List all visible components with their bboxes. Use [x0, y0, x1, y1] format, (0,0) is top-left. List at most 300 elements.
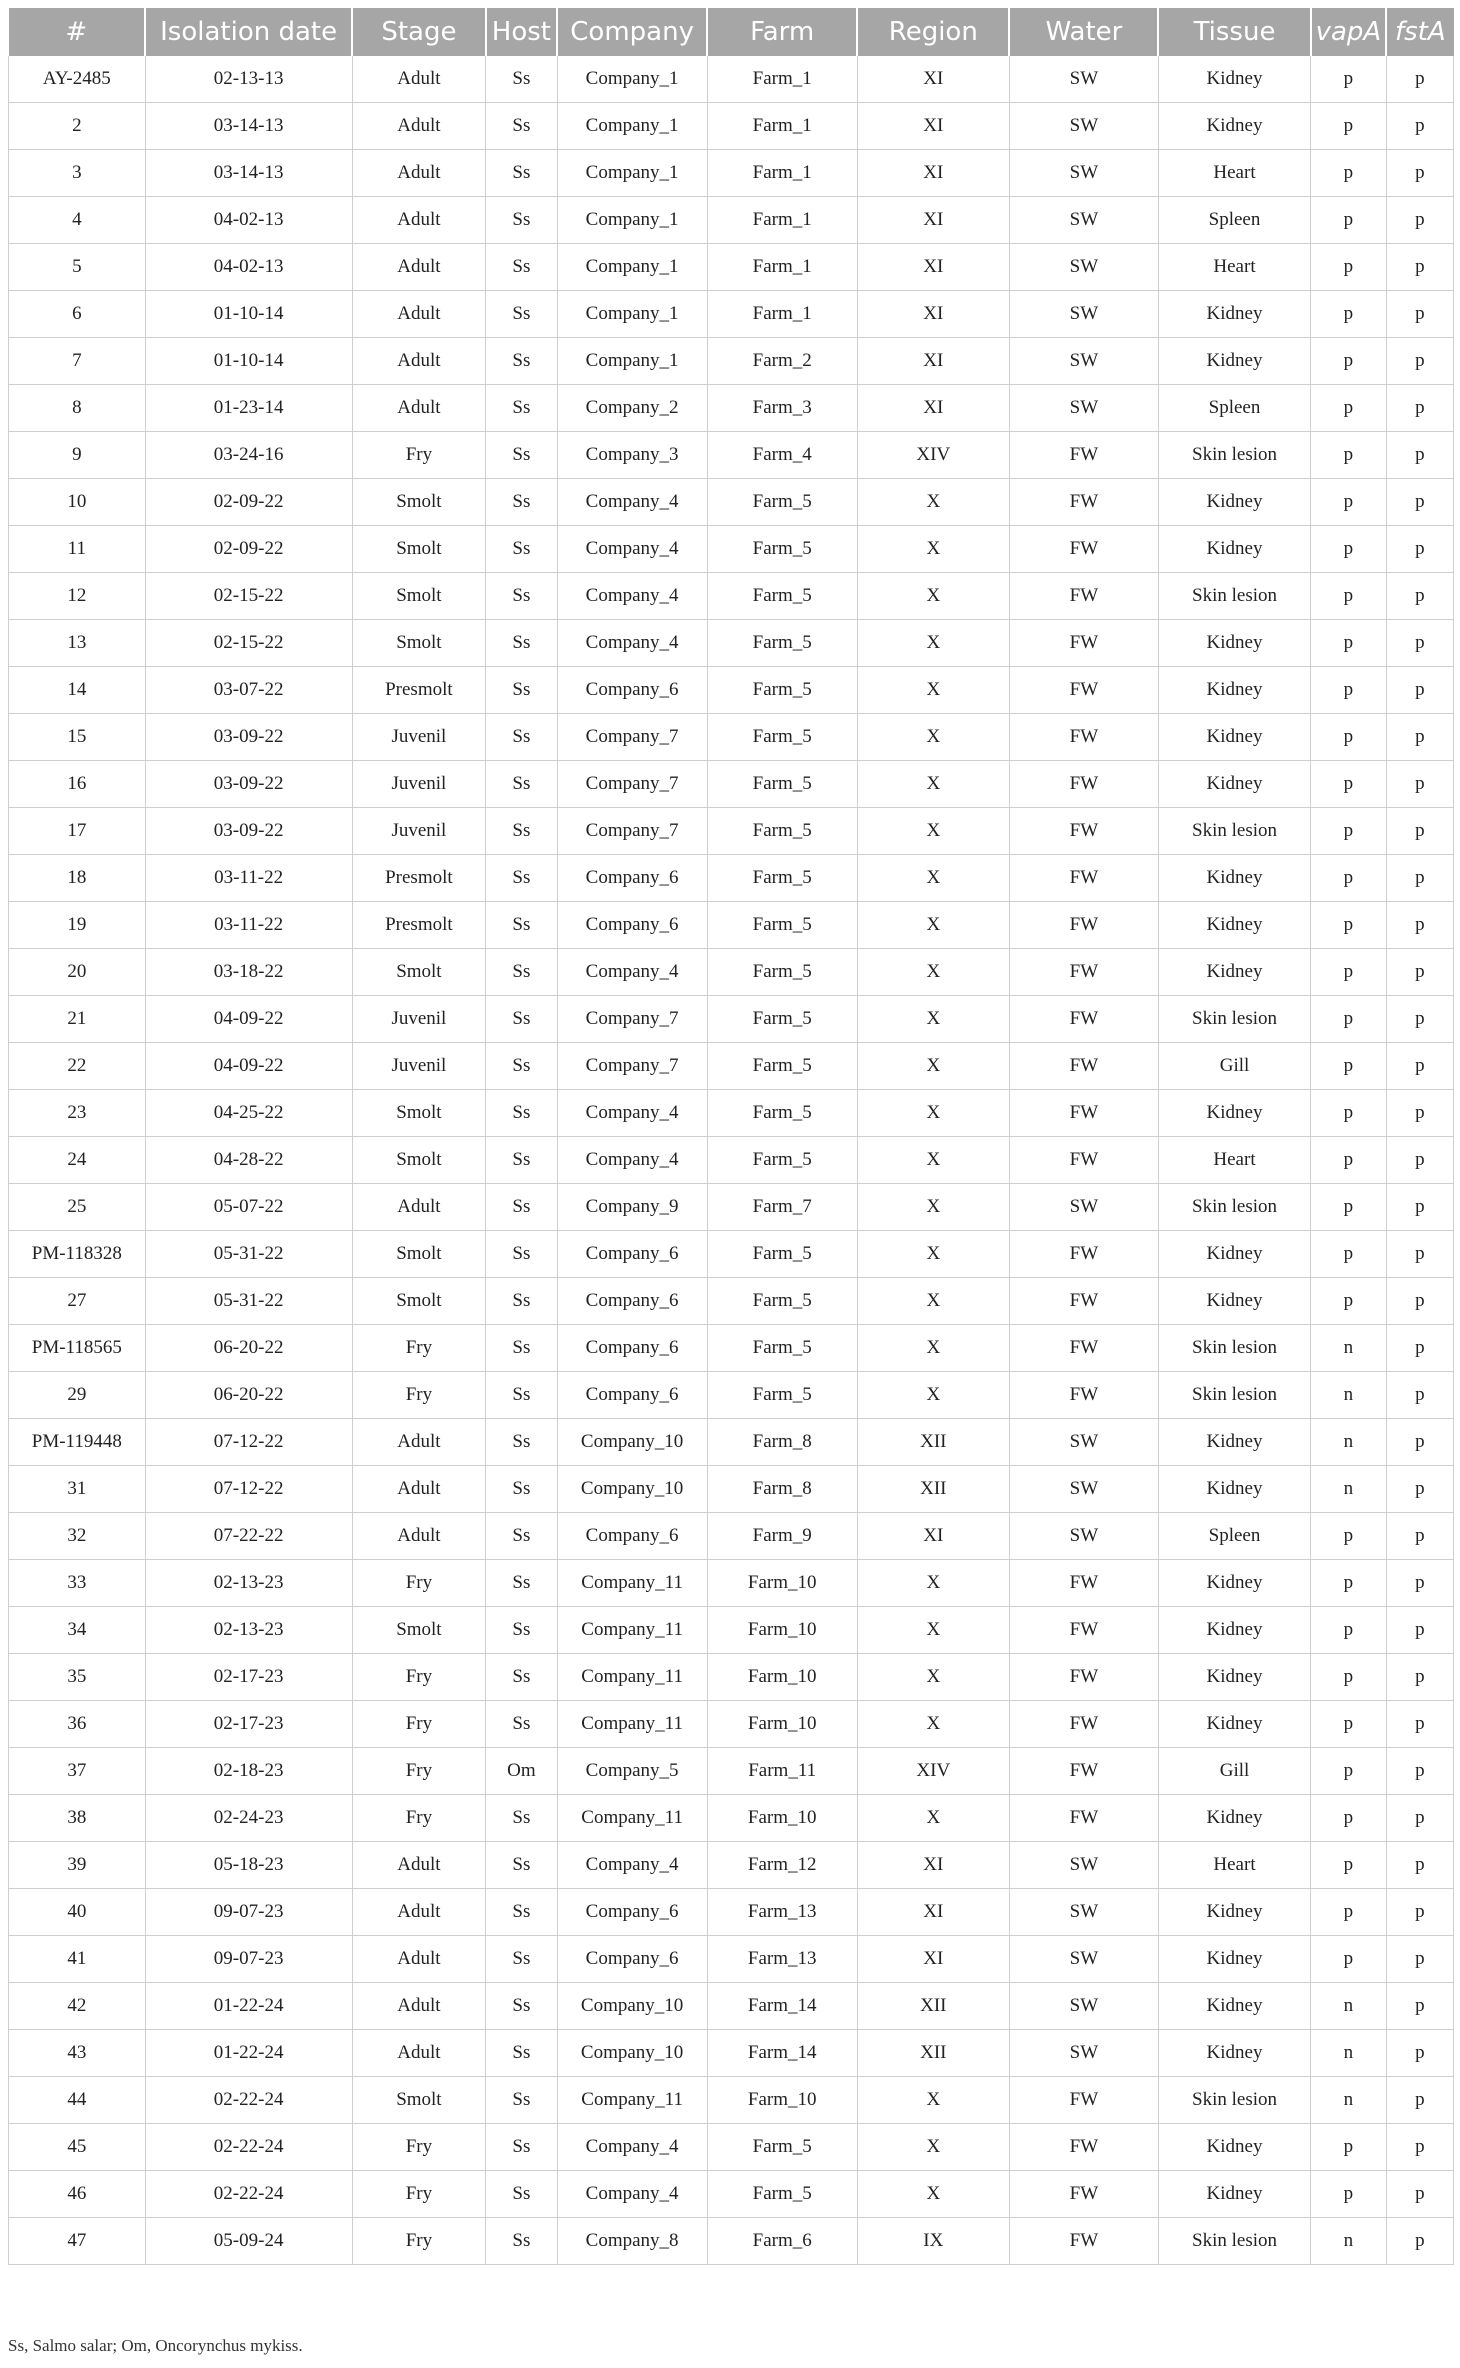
table-row — [9, 150, 1454, 197]
cell-vapa: p — [1311, 1184, 1387, 1231]
cell-company: Company_4 — [557, 479, 707, 526]
cell-region: X — [857, 667, 1009, 714]
cell-water: FW — [1009, 1372, 1158, 1419]
cell-region: X — [857, 949, 1009, 996]
cell-company: Company_4 — [557, 949, 707, 996]
cell-number: 34 — [9, 1607, 146, 1654]
cell-farm: Farm_5 — [707, 949, 857, 996]
cell-tissue: Kidney — [1158, 1983, 1310, 2030]
cell-farm: Farm_5 — [707, 2171, 857, 2218]
cell-region: X — [857, 620, 1009, 667]
cell-stage: Fry — [352, 1654, 486, 1701]
cell-region: IX — [857, 2218, 1009, 2265]
cell-vapa: p — [1311, 197, 1387, 244]
cell-isolation-date: 04-09-22 — [145, 1043, 352, 1090]
cell-number: AY-2485 — [9, 56, 146, 103]
cell-vapa: p — [1311, 1748, 1387, 1795]
cell-company: Company_6 — [557, 1278, 707, 1325]
cell-fsta: p — [1386, 2218, 1453, 2265]
cell-region: XI — [857, 338, 1009, 385]
header-host: Host — [486, 8, 557, 56]
table-row — [9, 1607, 1454, 1654]
cell-number: 20 — [9, 949, 146, 996]
table-row — [9, 244, 1454, 291]
cell-company: Company_11 — [557, 2077, 707, 2124]
cell-water: SW — [1009, 244, 1158, 291]
cell-tissue: Kidney — [1158, 1889, 1310, 1936]
cell-fsta: p — [1386, 996, 1453, 1043]
cell-company: Company_7 — [557, 714, 707, 761]
cell-fsta: p — [1386, 526, 1453, 573]
table-row — [9, 479, 1454, 526]
cell-tissue: Kidney — [1158, 338, 1310, 385]
cell-water: SW — [1009, 103, 1158, 150]
cell-isolation-date: 04-02-13 — [145, 197, 352, 244]
cell-company: Company_6 — [557, 1889, 707, 1936]
table-body — [9, 56, 1454, 2265]
table-row — [9, 808, 1454, 855]
cell-farm: Farm_1 — [707, 103, 857, 150]
cell-company: Company_4 — [557, 2124, 707, 2171]
cell-isolation-date: 09-07-23 — [145, 1936, 352, 1983]
cell-isolation-date: 02-15-22 — [145, 573, 352, 620]
cell-farm: Farm_10 — [707, 1701, 857, 1748]
table-row — [9, 714, 1454, 761]
cell-isolation-date: 05-07-22 — [145, 1184, 352, 1231]
cell-tissue: Skin lesion — [1158, 2218, 1310, 2265]
table-row — [9, 2077, 1454, 2124]
cell-number: 24 — [9, 1137, 146, 1184]
cell-stage: Fry — [352, 2218, 486, 2265]
cell-tissue: Kidney — [1158, 1090, 1310, 1137]
cell-vapa: n — [1311, 1372, 1387, 1419]
cell-fsta: p — [1386, 1889, 1453, 1936]
table-row — [9, 1983, 1454, 2030]
table-row — [9, 1184, 1454, 1231]
cell-water: FW — [1009, 855, 1158, 902]
cell-host: Ss — [486, 2077, 557, 2124]
cell-vapa: p — [1311, 56, 1387, 103]
cell-region: X — [857, 1278, 1009, 1325]
cell-stage: Adult — [352, 385, 486, 432]
cell-isolation-date: 03-18-22 — [145, 949, 352, 996]
cell-vapa: p — [1311, 855, 1387, 902]
cell-region: XIV — [857, 432, 1009, 479]
cell-region: X — [857, 2124, 1009, 2171]
cell-tissue: Kidney — [1158, 667, 1310, 714]
cell-host: Ss — [486, 2218, 557, 2265]
cell-host: Ss — [486, 1372, 557, 1419]
cell-number: 18 — [9, 855, 146, 902]
cell-fsta: p — [1386, 808, 1453, 855]
cell-vapa: n — [1311, 2218, 1387, 2265]
cell-number: 22 — [9, 1043, 146, 1090]
cell-tissue: Kidney — [1158, 1701, 1310, 1748]
header-vapa: vapA — [1311, 8, 1387, 56]
cell-fsta: p — [1386, 1137, 1453, 1184]
cell-host: Ss — [486, 761, 557, 808]
cell-tissue: Heart — [1158, 244, 1310, 291]
cell-number: 45 — [9, 2124, 146, 2171]
header-row — [9, 8, 1454, 56]
cell-host: Ss — [486, 1325, 557, 1372]
cell-vapa: p — [1311, 1513, 1387, 1560]
cell-region: XII — [857, 1419, 1009, 1466]
cell-isolation-date: 02-22-24 — [145, 2077, 352, 2124]
cell-water: FW — [1009, 1701, 1158, 1748]
cell-vapa: p — [1311, 667, 1387, 714]
cell-water: FW — [1009, 1278, 1158, 1325]
cell-farm: Farm_5 — [707, 1278, 857, 1325]
cell-vapa: n — [1311, 1466, 1387, 1513]
cell-vapa: p — [1311, 2171, 1387, 2218]
cell-isolation-date: 03-14-13 — [145, 103, 352, 150]
cell-fsta: p — [1386, 432, 1453, 479]
cell-vapa: p — [1311, 620, 1387, 667]
cell-farm: Farm_5 — [707, 1231, 857, 1278]
cell-stage: Adult — [352, 1184, 486, 1231]
cell-water: SW — [1009, 1513, 1158, 1560]
cell-number: 33 — [9, 1560, 146, 1607]
cell-tissue: Gill — [1158, 1748, 1310, 1795]
cell-host: Ss — [486, 1043, 557, 1090]
table-row — [9, 1419, 1454, 1466]
cell-farm: Farm_5 — [707, 855, 857, 902]
cell-farm: Farm_13 — [707, 1936, 857, 1983]
cell-stage: Adult — [352, 244, 486, 291]
cell-stage: Fry — [352, 1325, 486, 1372]
cell-vapa: p — [1311, 526, 1387, 573]
cell-number: 21 — [9, 996, 146, 1043]
table-row — [9, 1043, 1454, 1090]
cell-fsta: p — [1386, 1607, 1453, 1654]
cell-water: FW — [1009, 1654, 1158, 1701]
cell-company: Company_10 — [557, 1419, 707, 1466]
cell-region: X — [857, 1090, 1009, 1137]
cell-water: SW — [1009, 1466, 1158, 1513]
cell-water: SW — [1009, 1889, 1158, 1936]
cell-vapa: n — [1311, 1419, 1387, 1466]
cell-region: X — [857, 479, 1009, 526]
cell-tissue: Skin lesion — [1158, 808, 1310, 855]
cell-fsta: p — [1386, 1278, 1453, 1325]
cell-company: Company_6 — [557, 1513, 707, 1560]
cell-vapa: p — [1311, 150, 1387, 197]
cell-farm: Farm_11 — [707, 1748, 857, 1795]
cell-water: FW — [1009, 2171, 1158, 2218]
cell-host: Ss — [486, 103, 557, 150]
cell-stage: Juvenil — [352, 1043, 486, 1090]
cell-isolation-date: 03-11-22 — [145, 855, 352, 902]
cell-tissue: Spleen — [1158, 1513, 1310, 1560]
cell-company: Company_7 — [557, 761, 707, 808]
cell-region: XI — [857, 197, 1009, 244]
cell-stage: Presmolt — [352, 855, 486, 902]
cell-isolation-date: 05-31-22 — [145, 1231, 352, 1278]
cell-farm: Farm_1 — [707, 244, 857, 291]
cell-isolation-date: 02-18-23 — [145, 1748, 352, 1795]
cell-host: Ss — [486, 1184, 557, 1231]
cell-vapa: p — [1311, 432, 1387, 479]
cell-region: XI — [857, 103, 1009, 150]
cell-stage: Smolt — [352, 1278, 486, 1325]
cell-company: Company_6 — [557, 1372, 707, 1419]
cell-tissue: Kidney — [1158, 291, 1310, 338]
cell-water: FW — [1009, 1560, 1158, 1607]
cell-isolation-date: 07-12-22 — [145, 1466, 352, 1513]
cell-company: Company_6 — [557, 855, 707, 902]
cell-farm: Farm_10 — [707, 1607, 857, 1654]
table-row — [9, 620, 1454, 667]
cell-isolation-date: 04-25-22 — [145, 1090, 352, 1137]
table-row — [9, 1842, 1454, 1889]
table-row — [9, 432, 1454, 479]
cell-fsta: p — [1386, 1090, 1453, 1137]
cell-host: Ss — [486, 620, 557, 667]
cell-fsta: p — [1386, 479, 1453, 526]
cell-farm: Farm_5 — [707, 479, 857, 526]
cell-farm: Farm_14 — [707, 2030, 857, 2077]
cell-region: XI — [857, 244, 1009, 291]
cell-number: 15 — [9, 714, 146, 761]
cell-farm: Farm_14 — [707, 1983, 857, 2030]
cell-stage: Smolt — [352, 1231, 486, 1278]
cell-isolation-date: 01-22-24 — [145, 2030, 352, 2077]
cell-tissue: Kidney — [1158, 902, 1310, 949]
cell-water: SW — [1009, 338, 1158, 385]
cell-host: Ss — [486, 197, 557, 244]
cell-farm: Farm_5 — [707, 761, 857, 808]
table-row — [9, 902, 1454, 949]
cell-tissue: Kidney — [1158, 2030, 1310, 2077]
cell-number: 13 — [9, 620, 146, 667]
cell-number: 17 — [9, 808, 146, 855]
cell-isolation-date: 02-09-22 — [145, 526, 352, 573]
table-row — [9, 667, 1454, 714]
cell-stage: Adult — [352, 1513, 486, 1560]
cell-host: Ss — [486, 338, 557, 385]
cell-isolation-date: 05-18-23 — [145, 1842, 352, 1889]
cell-number: 8 — [9, 385, 146, 432]
cell-isolation-date: 06-20-22 — [145, 1325, 352, 1372]
cell-stage: Adult — [352, 1419, 486, 1466]
cell-host: Ss — [486, 1419, 557, 1466]
cell-company: Company_5 — [557, 1748, 707, 1795]
cell-fsta: p — [1386, 1748, 1453, 1795]
cell-stage: Juvenil — [352, 761, 486, 808]
cell-vapa: n — [1311, 1983, 1387, 2030]
cell-region: X — [857, 761, 1009, 808]
cell-region: XI — [857, 56, 1009, 103]
cell-company: Company_4 — [557, 573, 707, 620]
cell-region: X — [857, 1654, 1009, 1701]
cell-fsta: p — [1386, 1654, 1453, 1701]
cell-fsta: p — [1386, 56, 1453, 103]
cell-water: FW — [1009, 902, 1158, 949]
cell-isolation-date: 02-22-24 — [145, 2171, 352, 2218]
cell-vapa: p — [1311, 1231, 1387, 1278]
cell-fsta: p — [1386, 2171, 1453, 2218]
cell-host: Ss — [486, 479, 557, 526]
cell-host: Ss — [486, 902, 557, 949]
cell-number: 41 — [9, 1936, 146, 1983]
cell-vapa: n — [1311, 1325, 1387, 1372]
cell-host: Ss — [486, 150, 557, 197]
cell-isolation-date: 02-13-13 — [145, 56, 352, 103]
cell-fsta: p — [1386, 1560, 1453, 1607]
table-row — [9, 1936, 1454, 1983]
cell-fsta: p — [1386, 667, 1453, 714]
cell-host: Ss — [486, 1231, 557, 1278]
cell-fsta: p — [1386, 150, 1453, 197]
header-water: Water — [1009, 8, 1158, 56]
cell-isolation-date: 02-17-23 — [145, 1654, 352, 1701]
cell-number: 32 — [9, 1513, 146, 1560]
cell-region: X — [857, 1184, 1009, 1231]
cell-host: Ss — [486, 2030, 557, 2077]
cell-stage: Adult — [352, 150, 486, 197]
cell-water: SW — [1009, 197, 1158, 244]
cell-vapa: p — [1311, 996, 1387, 1043]
header-number: # — [9, 8, 146, 56]
cell-water: FW — [1009, 432, 1158, 479]
cell-host: Ss — [486, 1936, 557, 1983]
cell-vapa: p — [1311, 1043, 1387, 1090]
cell-isolation-date: 07-12-22 — [145, 1419, 352, 1466]
cell-water: SW — [1009, 1419, 1158, 1466]
cell-isolation-date: 02-24-23 — [145, 1795, 352, 1842]
header-company: Company — [557, 8, 707, 56]
cell-water: FW — [1009, 761, 1158, 808]
cell-tissue: Kidney — [1158, 103, 1310, 150]
cell-stage: Presmolt — [352, 667, 486, 714]
cell-vapa: p — [1311, 1701, 1387, 1748]
cell-isolation-date: 04-02-13 — [145, 244, 352, 291]
cell-stage: Presmolt — [352, 902, 486, 949]
cell-fsta: p — [1386, 1936, 1453, 1983]
table-row — [9, 1231, 1454, 1278]
cell-host: Ss — [486, 996, 557, 1043]
cell-company: Company_4 — [557, 1090, 707, 1137]
cell-company: Company_1 — [557, 291, 707, 338]
cell-vapa: p — [1311, 761, 1387, 808]
cell-isolation-date: 03-09-22 — [145, 714, 352, 761]
cell-vapa: n — [1311, 2077, 1387, 2124]
cell-number: 35 — [9, 1654, 146, 1701]
cell-farm: Farm_13 — [707, 1889, 857, 1936]
cell-host: Ss — [486, 1889, 557, 1936]
cell-region: XI — [857, 1842, 1009, 1889]
cell-company: Company_6 — [557, 902, 707, 949]
cell-company: Company_1 — [557, 197, 707, 244]
table-row — [9, 573, 1454, 620]
cell-water: SW — [1009, 1184, 1158, 1231]
cell-water: FW — [1009, 949, 1158, 996]
cell-water: FW — [1009, 1090, 1158, 1137]
cell-water: SW — [1009, 1983, 1158, 2030]
cell-number: 31 — [9, 1466, 146, 1513]
cell-number: 29 — [9, 1372, 146, 1419]
cell-water: FW — [1009, 2218, 1158, 2265]
table-row — [9, 1795, 1454, 1842]
cell-tissue: Kidney — [1158, 2171, 1310, 2218]
cell-vapa: p — [1311, 808, 1387, 855]
cell-vapa: n — [1311, 2030, 1387, 2077]
cell-vapa: p — [1311, 385, 1387, 432]
table-row — [9, 996, 1454, 1043]
cell-fsta: p — [1386, 197, 1453, 244]
cell-company: Company_4 — [557, 1842, 707, 1889]
cell-water: FW — [1009, 2077, 1158, 2124]
cell-isolation-date: 01-10-14 — [145, 291, 352, 338]
cell-fsta: p — [1386, 291, 1453, 338]
cell-tissue: Kidney — [1158, 1466, 1310, 1513]
cell-host: Ss — [486, 1513, 557, 1560]
cell-fsta: p — [1386, 2030, 1453, 2077]
cell-water: FW — [1009, 808, 1158, 855]
cell-number: 10 — [9, 479, 146, 526]
cell-host: Ss — [486, 1090, 557, 1137]
cell-water: FW — [1009, 996, 1158, 1043]
table-row — [9, 2218, 1454, 2265]
cell-host: Ss — [486, 244, 557, 291]
cell-number: 43 — [9, 2030, 146, 2077]
cell-number: 27 — [9, 1278, 146, 1325]
cell-farm: Farm_6 — [707, 2218, 857, 2265]
cell-stage: Fry — [352, 432, 486, 479]
cell-company: Company_6 — [557, 1231, 707, 1278]
cell-company: Company_11 — [557, 1560, 707, 1607]
cell-vapa: p — [1311, 902, 1387, 949]
cell-region: X — [857, 2077, 1009, 2124]
header-tissue: Tissue — [1158, 8, 1310, 56]
cell-vapa: p — [1311, 2124, 1387, 2171]
cell-farm: Farm_5 — [707, 573, 857, 620]
cell-number: 6 — [9, 291, 146, 338]
cell-farm: Farm_5 — [707, 526, 857, 573]
cell-host: Ss — [486, 667, 557, 714]
cell-farm: Farm_5 — [707, 2124, 857, 2171]
cell-water: SW — [1009, 291, 1158, 338]
cell-isolation-date: 03-14-13 — [145, 150, 352, 197]
cell-tissue: Skin lesion — [1158, 1184, 1310, 1231]
table-row — [9, 855, 1454, 902]
cell-tissue: Kidney — [1158, 949, 1310, 996]
cell-farm: Farm_5 — [707, 808, 857, 855]
cell-vapa: p — [1311, 714, 1387, 761]
cell-tissue: Gill — [1158, 1043, 1310, 1090]
cell-company: Company_6 — [557, 1936, 707, 1983]
cell-water: FW — [1009, 1607, 1158, 1654]
cell-tissue: Skin lesion — [1158, 573, 1310, 620]
cell-farm: Farm_5 — [707, 1090, 857, 1137]
cell-stage: Smolt — [352, 1090, 486, 1137]
cell-host: Ss — [486, 291, 557, 338]
cell-number: 12 — [9, 573, 146, 620]
cell-water: SW — [1009, 1842, 1158, 1889]
cell-stage: Fry — [352, 1701, 486, 1748]
cell-vapa: p — [1311, 1889, 1387, 1936]
cell-water: SW — [1009, 2030, 1158, 2077]
cell-farm: Farm_4 — [707, 432, 857, 479]
table-row — [9, 385, 1454, 432]
cell-number: 25 — [9, 1184, 146, 1231]
cell-isolation-date: 03-07-22 — [145, 667, 352, 714]
cell-fsta: p — [1386, 244, 1453, 291]
cell-region: X — [857, 2171, 1009, 2218]
cell-vapa: p — [1311, 1936, 1387, 1983]
cell-host: Ss — [486, 526, 557, 573]
